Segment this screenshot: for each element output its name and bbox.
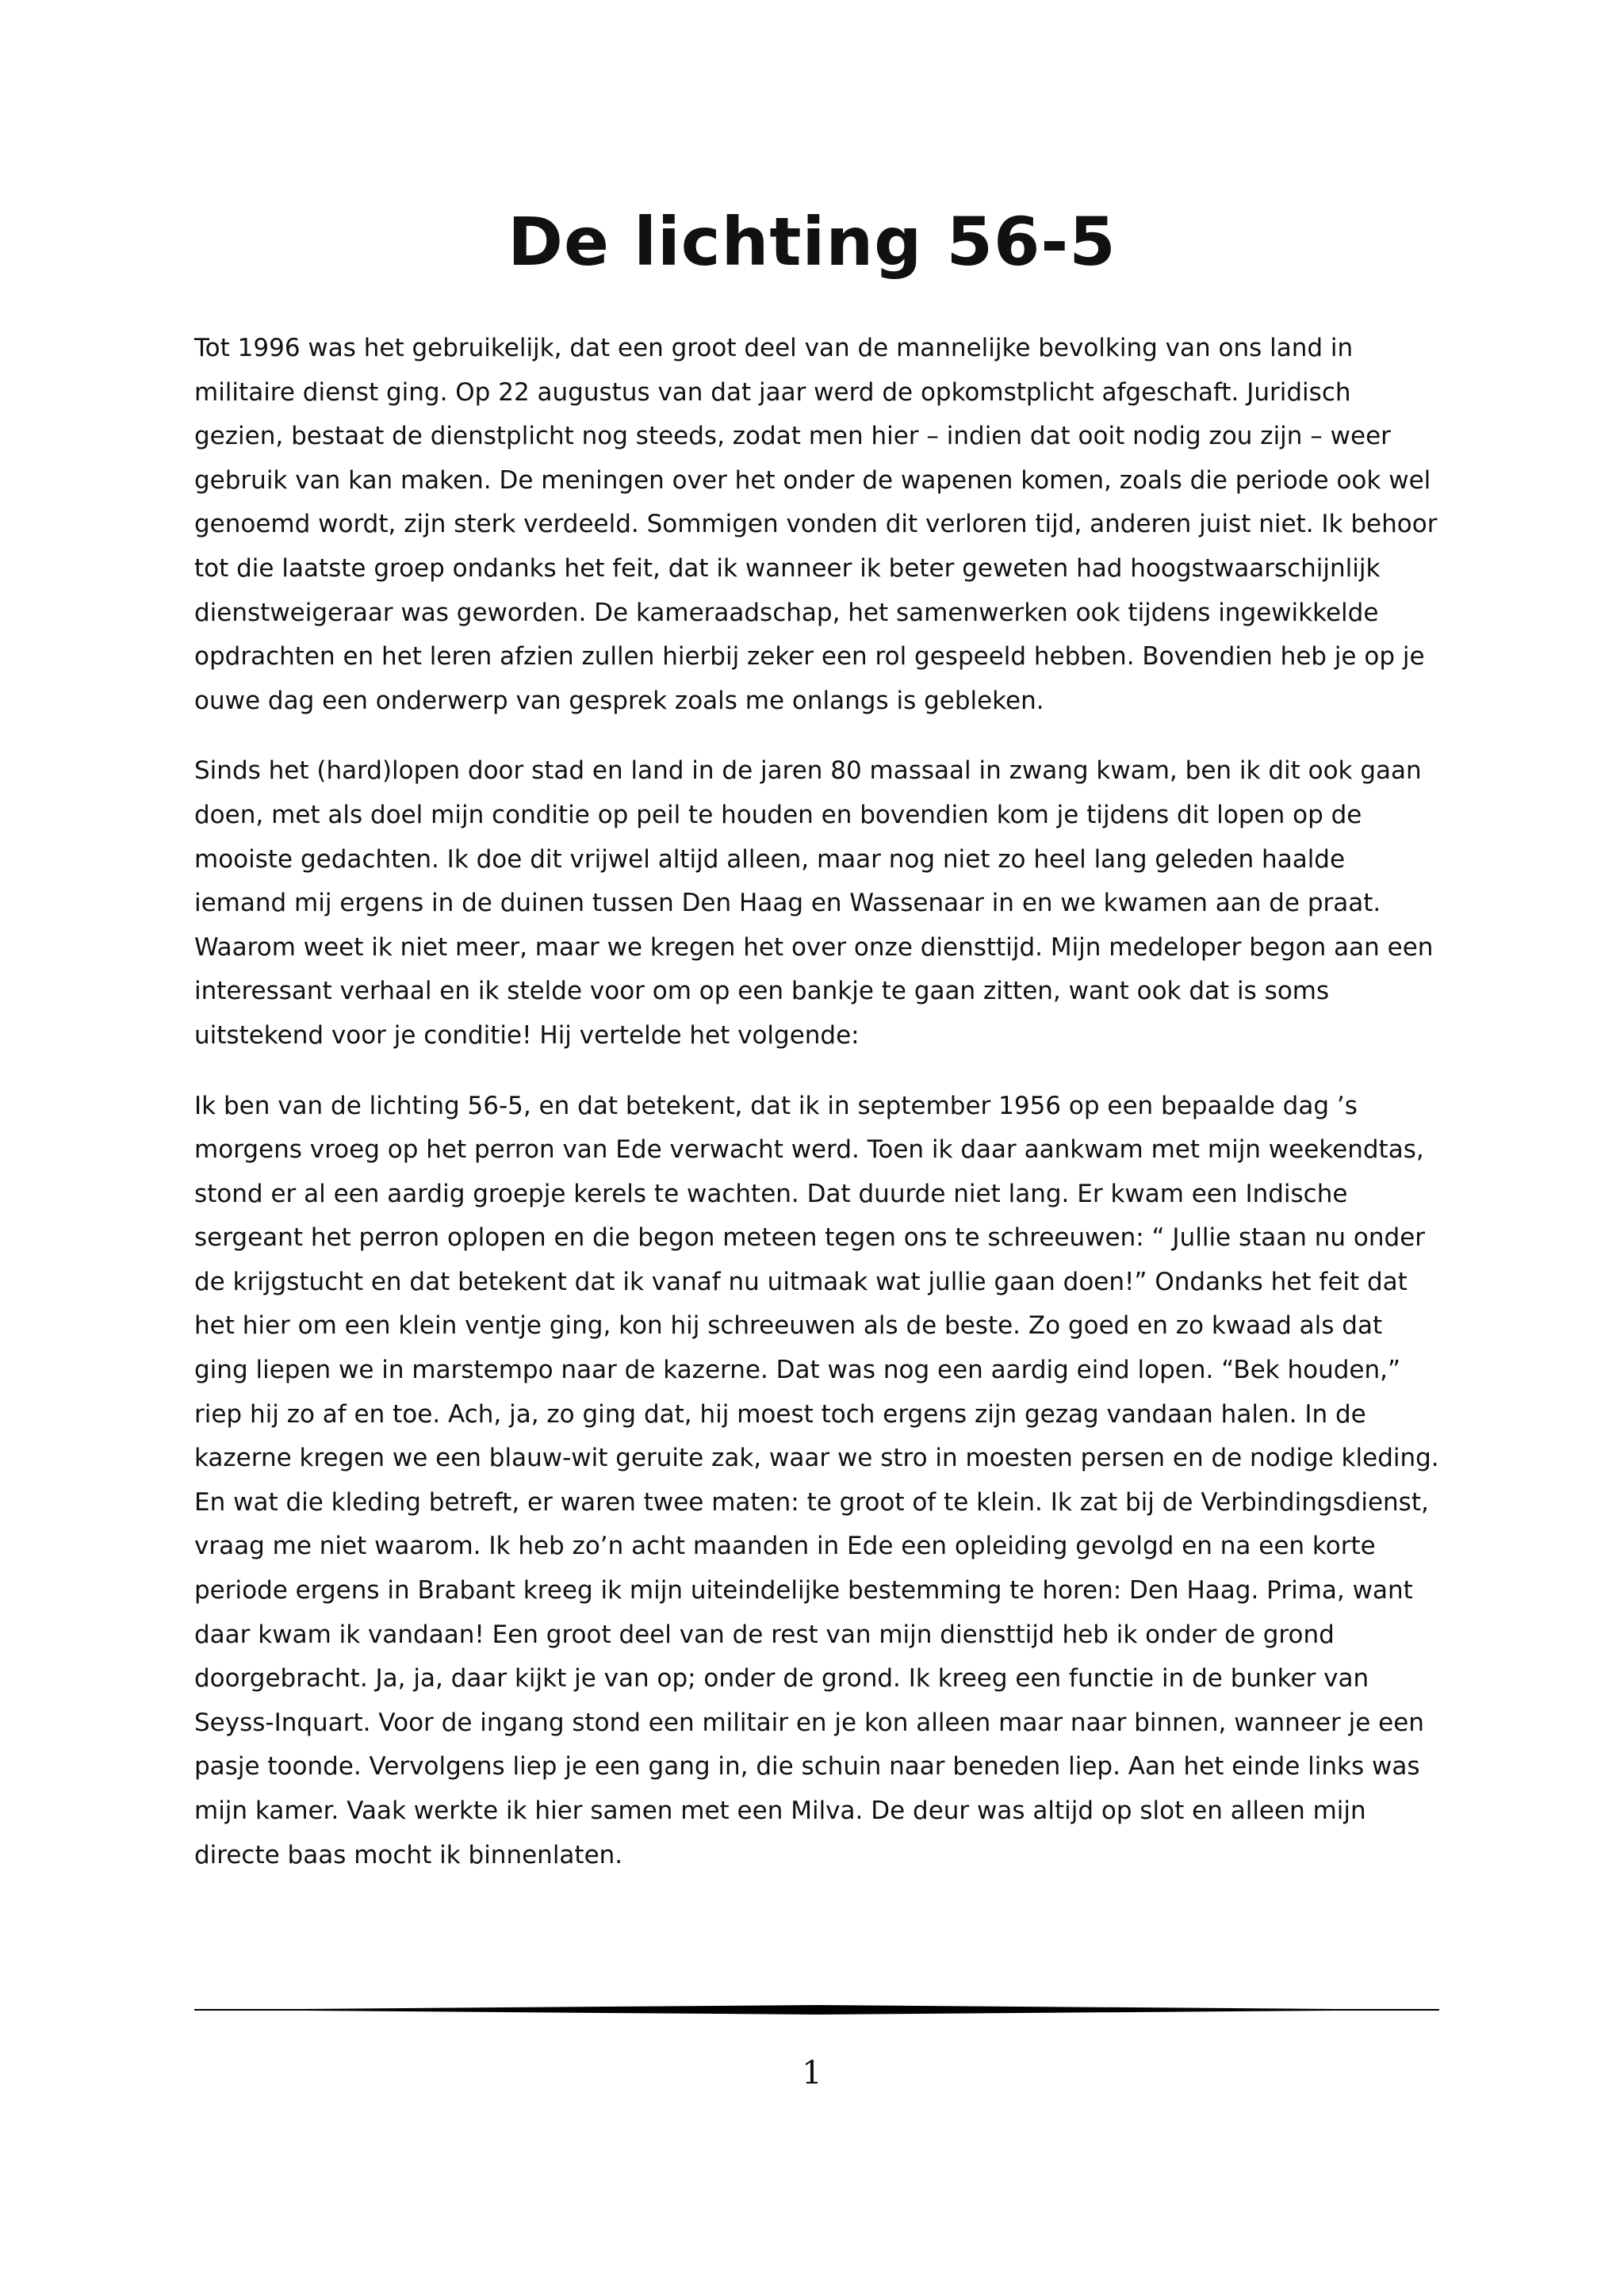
paragraph-story: Ik ben van de lichting 56-5, en dat betekent, dat ik in september 1956 op een bepaalde dag ’s morgens vroeg op het perron van Ede verwacht werd. Toen ik daar aankwam met mijn weekendtas, stond er al een aardig groepje kerels te wachten. Dat duurde niet lang. Er kwam een Indische sergeant het perron oplopen en die begon meteen tegen ons te schreeuwen: “ Jullie staan nu onder de krijgstucht en dat betekent dat ik vanaf nu uitmaak wat jullie gaan doen!” Ondanks het feit dat het hier om een klein ventje ging, kon hij schreeuwen als de beste. Zo goed en zo kwaad als dat ging liepen we in marstempo naar de kazerne. Dat was nog een aardig eind lopen. “Bek houden,” riep hij zo af en toe. Ach, ja, zo ging dat, hij moest toch ergens zijn gezag vandaan halen. In de kazerne kregen we een blauw-wit geruite zak, waar we stro in moesten persen en de nodige kleding. En wat die kleding betreft, er waren twee maten: te groot of te klein. Ik zat bij de Verbindingsdienst, vraag me niet waarom. Ik heb zo’n acht maanden in Ede een opleiding gevolgd en na een korte periode ergens in Brabant kreeg ik mijn uiteindelijke bestemming te horen: Den Haag. Prima, want daar kwam ik vandaan! Een groot deel van de rest van mijn diensttijd heb ik onder de grond doorgebracht. Ja, ja, daar kijkt je van op; onder de grond. Ik kreeg een functie in de bunker van Seyss-Inquart. Voor de ingang stond een militair en je kon alleen maar naar binnen, wanneer je een pasje toonde. Vervolgens liep je een gang in, die schuin naar beneden liep. Aan het einde links was mijn kamer. Vaak werkte ik hier samen met een Milva. De deur was altijd op slot en alleen mijn directe baas mocht ik binnenlaten. — [194, 1091, 1439, 1869]
page-number: 1 — [802, 2055, 822, 2091]
body-text — [194, 327, 1439, 1877]
page-title: De lichting 56-5 — [508, 203, 1116, 281]
paragraph-running: Sinds het (hard)lopen door stad en land in de jaren 80 massaal in zwang kwam, ben ik dit ook gaan doen, met als doel mijn conditie op peil te houden en bovendien kom je tijdens dit lopen op de mooiste gedachten. Ik doe dit vrijwel altijd alleen, maar nog niet zo heel lang geleden haalde iemand mij ergens in de duinen tussen Den Haag en Wassenaar in en we kwamen aan de praat. Waarom weet ik niet meer, maar we kregen het over onze diensttijd. Mijn medeloper begon aan een interessant verhaal en ik stelde voor om op een bankje te gaan zitten, want ook dat is soms uitstekend voor je conditie! Hij vertelde het volgende: — [194, 756, 1434, 1050]
paragraph-intro: Tot 1996 was het gebruikelijk, dat een groot deel van de mannelijke bevolking van ons land in militaire dienst ging. Op 22 augustus van dat jaar werd de opkomstplicht afgeschaft. Juridisch gezien, bestaat de dienstplicht nog steeds, zodat men hier – indien dat ooit nodig zou zijn – weer gebruik van kan maken. De meningen over het onder de wapenen komen, zoals die periode ook wel genoemd wordt, zijn sterk verdeeld. Sommigen vonden dit verloren tijd, anderen juist niet. Ik behoor tot die laatste groep ondanks het feit, dat ik wanneer ik beter geweten had hoogstwaarschijnlijk dienstweigeraar was geworden. De kameraadschap, het samenwerken ook tijdens ingewikkelde opdrachten en het leren afzien zullen hierbij zeker een rol gespeeld hebben. Bovendien heb je op je ouwe dag een onderwerp van gesprek zoals me onlangs is gebleken. — [194, 334, 1438, 715]
footer-divider — [194, 2003, 1439, 2016]
